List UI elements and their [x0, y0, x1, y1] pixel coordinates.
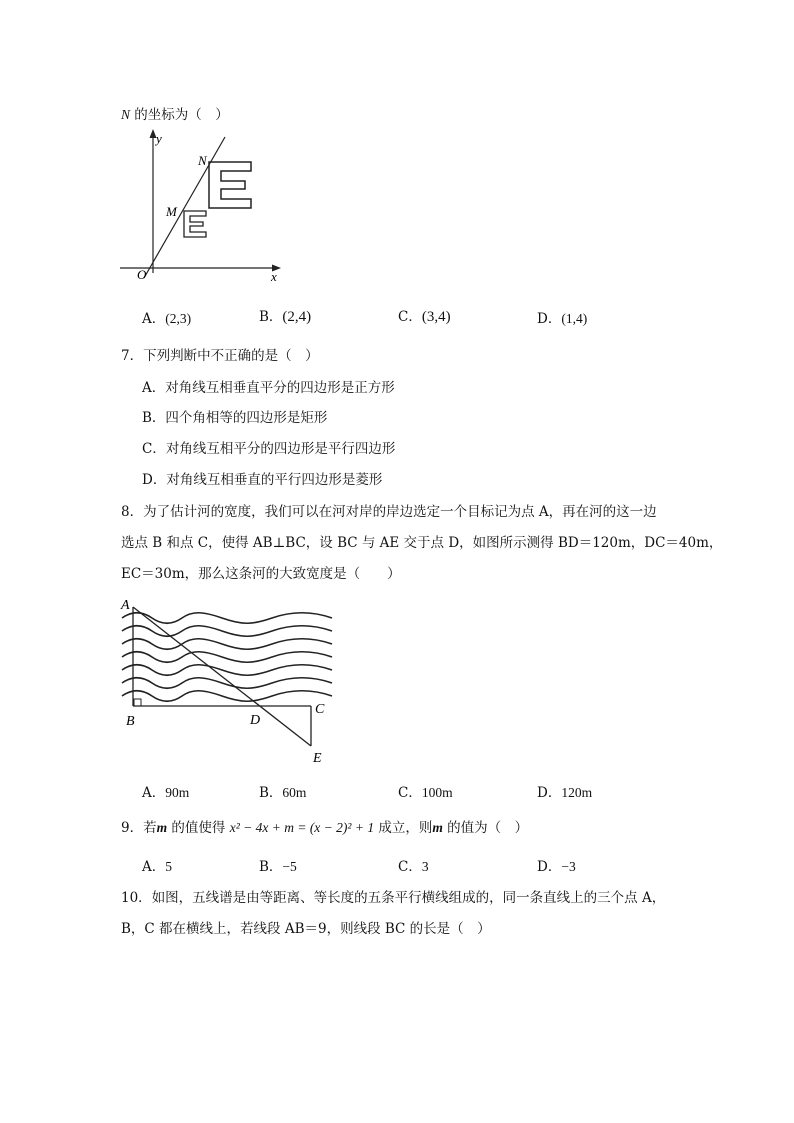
q10-stem-line1	[121, 886, 665, 906]
option-letter: D．	[537, 785, 562, 801]
option-text: 对角线互相垂直平分的四边形是正方形	[165, 380, 395, 396]
question-number: 8．	[121, 504, 144, 520]
option-letter: C．	[398, 309, 422, 325]
q7-option-b[interactable]	[142, 406, 327, 426]
option-letter: A．	[142, 380, 166, 396]
q9-equation: x² − 4x + m = (x − 2)² + 1	[229, 820, 375, 835]
q9-stem	[121, 816, 528, 836]
y-axis-label: y	[156, 131, 162, 146]
q6-stem-text: 的坐标为（ ）	[130, 107, 229, 123]
q8-option-b[interactable]	[259, 781, 306, 801]
point-a-label: A	[121, 598, 130, 613]
question-text: 如图，五线谱是由等距离、等长度的五条平行横线组成的，同一条直线上的三个点 A，	[151, 890, 666, 906]
q8-stem-line2: 选点 B 和点 C，使得 AB⊥BC，设 BC 与 AE 交于点 D，如图所示测得 BD＝120m，DC＝40m，	[121, 535, 723, 551]
q6-option-b[interactable]	[259, 305, 311, 326]
q10-stem-line2: B，C 都在横线上，若线段 AB＝9，则线段 BC 的长是（ ）	[121, 921, 491, 937]
option-letter: B．	[142, 410, 166, 426]
x-axis-label: x	[271, 269, 277, 284]
option-text: (3,4)	[421, 309, 451, 325]
point-b-label: B	[126, 714, 135, 729]
right-angle-mark	[134, 699, 141, 706]
option-text: 四个角相等的四边形是矩形	[165, 410, 328, 426]
q9-text-post: 成立，则	[374, 820, 433, 836]
option-letter: C．	[142, 441, 166, 457]
option-letter: D．	[537, 311, 562, 327]
question-text: 下列判断中不正确的是（ ）	[143, 348, 319, 364]
q9-option-d[interactable]	[537, 855, 576, 875]
small-e-shape	[184, 211, 206, 237]
origin-label: O	[137, 267, 147, 282]
river-waves	[122, 613, 332, 702]
point-n-label: N	[198, 153, 207, 168]
point-c-label: C	[315, 702, 325, 717]
option-letter: C．	[398, 859, 422, 875]
option-text: 对角线互相垂直的平行四边形是菱形	[166, 472, 383, 488]
option-text: −5	[282, 859, 297, 874]
question-text: 为了估计河的宽度，我们可以在河对岸的岸边选定一个目标记为点 A，再在河的这一边	[143, 504, 657, 520]
question-number: 9．	[121, 820, 144, 836]
q6-option-c[interactable]	[398, 305, 451, 326]
option-letter: B．	[259, 309, 283, 325]
option-letter: B．	[259, 859, 283, 875]
option-letter: B．	[259, 785, 283, 801]
option-text: (1,4)	[561, 311, 588, 326]
q7-option-c[interactable]	[142, 437, 395, 457]
q6-option-d[interactable]	[537, 307, 587, 327]
q6-stem-var: N	[121, 107, 131, 122]
option-text: 对角线互相平分的四边形是平行四边形	[165, 441, 396, 457]
point-d-label: D	[250, 713, 261, 728]
option-text: 3	[421, 859, 429, 874]
point-e-label: E	[313, 751, 322, 766]
point-m-label: M	[166, 204, 177, 219]
q7-option-a[interactable]	[142, 376, 395, 396]
q9-option-c[interactable]	[398, 855, 429, 875]
q9-text-pre: 若	[143, 820, 157, 836]
question-number: 7．	[121, 348, 144, 364]
q8-stem-line1	[121, 500, 657, 520]
option-letter: A．	[142, 859, 166, 875]
option-text: (2,3)	[165, 311, 192, 326]
option-letter: A．	[142, 785, 166, 801]
q8-option-c[interactable]	[398, 781, 453, 801]
option-text: 5	[165, 859, 172, 874]
option-letter: A．	[142, 311, 166, 327]
q9-var-m: m	[156, 820, 168, 835]
q7-stem	[121, 344, 319, 364]
option-text: 120m	[561, 785, 593, 800]
option-text: 60m	[282, 785, 307, 800]
option-letter: C．	[398, 785, 422, 801]
q9-text-end: 的值为（ ）	[442, 820, 529, 836]
option-text: (2,4)	[282, 309, 312, 325]
option-letter: D．	[537, 859, 562, 875]
q6-option-a[interactable]	[142, 307, 191, 327]
option-letter: D．	[142, 472, 167, 488]
q8-river-figure	[112, 592, 342, 770]
option-text: −3	[561, 859, 576, 874]
q9-option-a[interactable]	[142, 855, 172, 875]
q9-option-b[interactable]	[259, 855, 297, 875]
q8-stem-line3: EC＝30m，那么这条河的大致宽度是（ ）	[121, 566, 401, 582]
q7-option-d[interactable]	[142, 468, 382, 488]
q8-option-d[interactable]	[537, 781, 592, 801]
question-number: 10．	[121, 890, 152, 906]
q8-option-a[interactable]	[142, 781, 189, 801]
q6-figure	[115, 125, 290, 290]
option-text: 100m	[421, 785, 453, 800]
option-text: 90m	[165, 785, 190, 800]
large-e-shape	[209, 162, 251, 208]
q6-stem	[121, 103, 229, 123]
q9-var-m: m	[432, 820, 443, 835]
q9-text-mid: 的值使得	[167, 820, 230, 836]
